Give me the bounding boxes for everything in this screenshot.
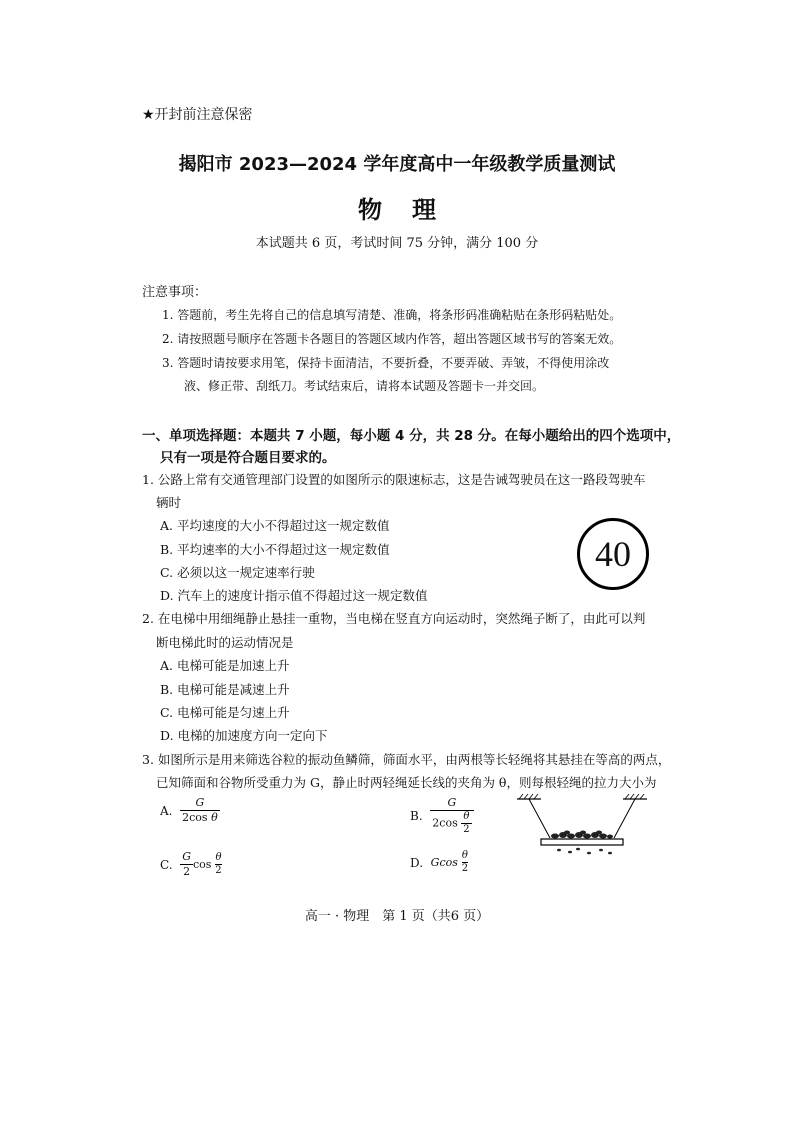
speed-limit-sign xyxy=(577,518,649,590)
exam-title: 揭阳市 2023—2024 学年度高中一年级教学质量测试 xyxy=(178,154,616,175)
q2-stem-cont: 断电梯此时的运动情况是 xyxy=(156,635,294,650)
q3-option-a xyxy=(160,796,220,825)
q2-option-d: D. 电梯的加速度方向一定向下 xyxy=(160,728,328,743)
q3-option-c xyxy=(160,850,222,879)
notes-title: 注意事项： xyxy=(142,285,208,300)
left-rope xyxy=(529,799,550,838)
subject-title: 物理 xyxy=(358,195,466,224)
section-heading: 一、单项选择题：本题共 7 小题，每小题 4 分，共 28 分。在每小题给出的四个选项中， xyxy=(142,428,681,444)
q2-option-c: C. 电梯可能是匀速上升 xyxy=(160,705,290,720)
q3-stem-cont: 已知筛面和谷物所受重力为 G，静止时两轻绳延长线的夹角为 θ，则每根轻绳的拉力大小为 xyxy=(156,775,657,790)
q2-option-a: A. 电梯可能是加速上升 xyxy=(160,658,290,673)
q1-option-b: B. 平均速率的大小不得超过这一规定数值 xyxy=(160,542,390,557)
confidential-label: ★开封前注意保密 xyxy=(142,107,253,123)
right-ceiling-mount xyxy=(623,794,647,799)
page-footer: 高一 · 物理 第 1 页（共6 页） xyxy=(304,909,490,924)
speed-limit-value: 40 xyxy=(595,534,631,574)
falling-grains xyxy=(557,848,612,855)
q3-option-b xyxy=(410,796,474,836)
note-item: 液、修正带、刮纸刀。考试结束后，请将本试题及答题卡一并交回。 xyxy=(184,379,545,393)
q3-option-c-cos: cos xyxy=(193,858,212,871)
section-heading-cont: 只有一项是符合题目要求的。 xyxy=(160,450,336,466)
exam-info: 本试题共 6 页，考试时间 75 分钟，满分 100 分 xyxy=(255,236,539,251)
note-item: 1. 答题前，考生先将自己的信息填写清楚、准确，将条形码准确粘贴在条形码粘贴处。 xyxy=(162,308,622,322)
right-rope xyxy=(614,799,635,838)
q3-option-d-expr: $\frac{\theta}{2}$ xyxy=(461,850,469,874)
q3-stem: 3. 如图所示是用来筛选谷粒的振动鱼鳞筛，筛面水平，由两根等长轻绳将其悬挂在等高的两点， xyxy=(142,752,671,767)
q1-option-c: C. 必须以这一规定速率行驶 xyxy=(160,565,315,580)
sieve-tray xyxy=(541,839,623,845)
q3-option-a-label: A. xyxy=(160,803,173,818)
q2-option-b: B. 电梯可能是减速上升 xyxy=(160,682,290,697)
q2-stem: 2. 在电梯中用细绳静止悬挂一重物，当电梯在竖直方向运动时，突然绳子断了，由此可以判 xyxy=(142,611,646,626)
q3-option-d-prefix: Gcos xyxy=(430,856,458,869)
q1-option-a: A. 平均速度的大小不得超过这一规定数值 xyxy=(160,518,390,533)
q3-option-a-expr: $\frac{G}{\text{2cos θ}}$ xyxy=(182,796,218,824)
q1-stem: 1. 公路上常有交通管理部门设置的如图所示的限速标志，这是告诫驾驶员在这一路段驾驶车 xyxy=(142,472,646,487)
q1-stem-cont: 辆时 xyxy=(156,495,182,510)
q3-option-b-label: B. xyxy=(410,809,423,823)
q3-option-c-label: C. xyxy=(160,857,173,872)
q3-option-d xyxy=(410,850,468,875)
left-ceiling-mount xyxy=(517,794,541,799)
q3-option-d-label: D. xyxy=(410,855,424,870)
q1-option-d: D. 汽车上的速度计指示值不得超过这一规定数值 xyxy=(160,588,428,603)
sieve-diagram xyxy=(515,793,650,863)
note-item: 3. 答题时请按要求用笔，保持卡面清洁，不要折叠，不要弄破、弄皱，不得使用涂改 xyxy=(162,356,610,370)
grain-pile xyxy=(551,831,613,839)
note-item: 2. 请按照题号顺序在答题卡各题目的答题区域内作答，超出答题区域书写的答案无效。 xyxy=(162,332,622,346)
q3-option-c-expr-2: $\frac{\theta}{2}$ xyxy=(215,852,222,876)
q3-option-c-expr-1: $\frac{G}{2}$ xyxy=(182,850,192,878)
q3-option-b-expr: G 2cos $\frac{\theta}{2}$ xyxy=(430,796,473,836)
